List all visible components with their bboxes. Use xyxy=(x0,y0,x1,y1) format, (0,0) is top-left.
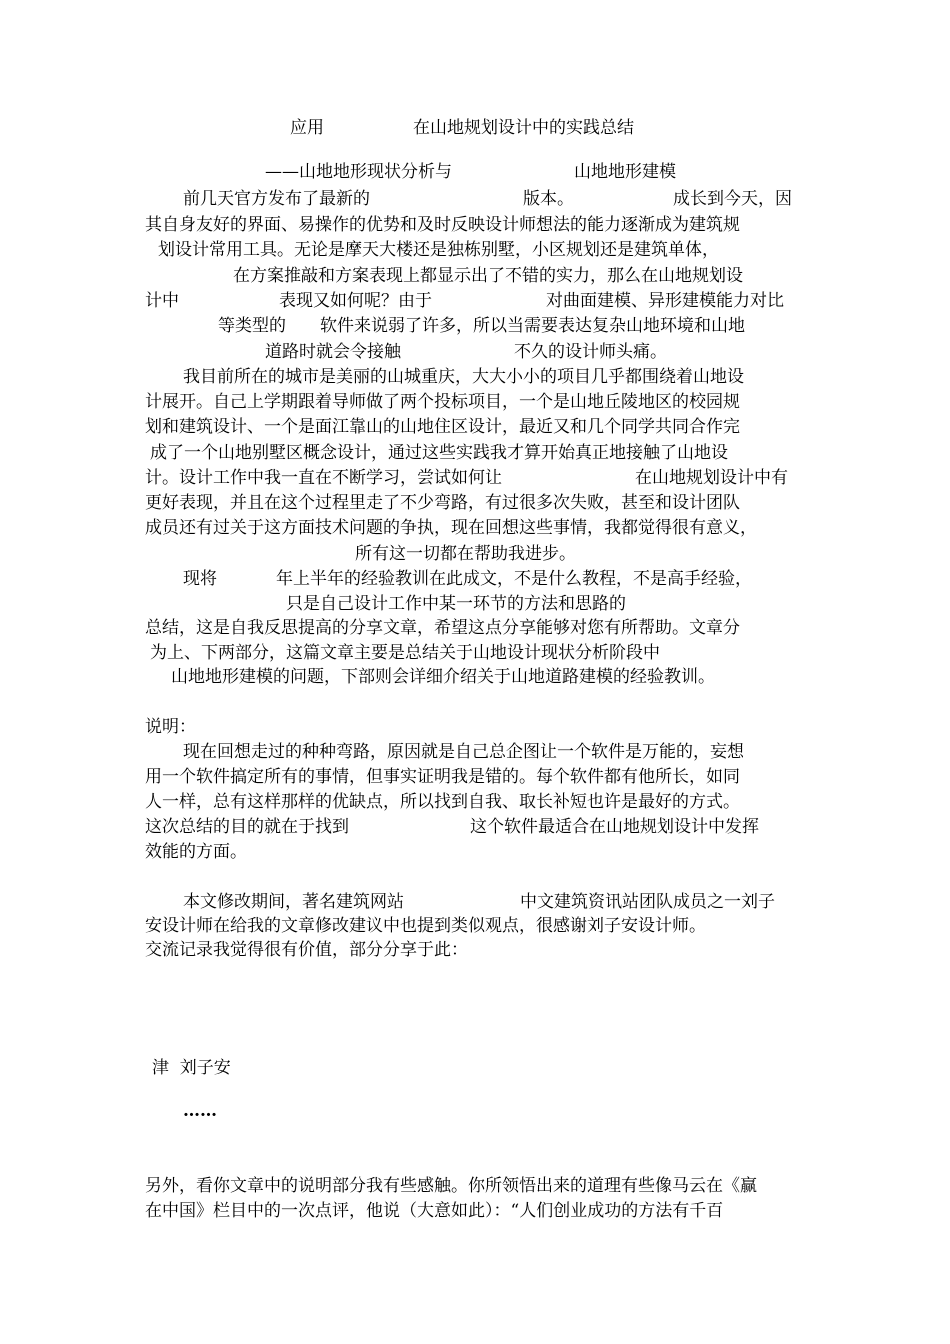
p2-line4: 成了一个山地别墅区概念设计，通过这些实践我才算开始真正地接触了山地设 xyxy=(150,443,728,463)
p4-line4-a: 这次总结的目的就在于找到 xyxy=(145,817,349,837)
p1-line1-a: 前几天官方发布了最新的 xyxy=(183,189,370,209)
p4-line3: 人一样，总有这样那样的优缺点，所以找到自我、取长补短也许是最好的方式。 xyxy=(145,792,740,812)
subtitle-part2: 山地地形建模 xyxy=(574,162,676,182)
p5-line3: 交流记录我觉得很有价值，部分分享于此： xyxy=(145,940,468,960)
p2-line8: 所有这一切都在帮助我进步。 xyxy=(355,544,576,564)
p2-line6: 更好表现，并且在这个过程里走了不少弯路，有过很多次失败，甚至和设计团队 xyxy=(145,493,740,513)
p2-line1: 我目前所在的城市是美丽的山城重庆，大大小小的项目几乎都围绕着山地设 xyxy=(183,367,744,387)
subtitle-part1: ——山地地形现状分析与 xyxy=(265,162,452,182)
p1-line5-c: 对曲面建模、异形建模能力对比 xyxy=(546,291,784,311)
p4-line4-b: 这个软件最适合在山地规划设计中发挥 xyxy=(470,817,759,837)
p1-line5-a: 计中 xyxy=(145,291,179,311)
p3-line1-a: 现将 xyxy=(183,569,217,589)
p3-line1-b: 年上半年的经验教训在此成文，不是什么教程，不是高手经验， xyxy=(276,569,752,589)
p6-line2: 在中国》栏目中的一次点评，他说（大意如此）：“人们创业成功的方法有千百 xyxy=(145,1201,724,1221)
p5-line1-a: 本文修改期间，著名建筑网站 xyxy=(183,892,404,912)
title-part1: 应用 xyxy=(290,118,324,138)
p1-line7-a: 道路时就会令接触 xyxy=(265,342,401,362)
p4-line2: 用一个软件搞定所有的事情，但事实证明我是错的。每个软件都有他所长，如同 xyxy=(145,767,740,787)
p3-line4: 为上、下两部分，这篇文章主要是总结关于山地设计现状分析阶段中 xyxy=(150,643,660,663)
p4-line5: 效能的方面。 xyxy=(145,842,247,862)
p2-line7: 成员还有过关于这方面技术问题的争执，现在回想这些事情，我都觉得很有意义， xyxy=(145,518,757,538)
p2-line5-a: 计。设计工作中我一直在不断学习，尝试如何让 xyxy=(145,468,502,488)
title-part2: 在山地规划设计中的实践总结 xyxy=(413,118,634,138)
p1-line3: 划设计常用工具。无论是摩天大楼还是独栋别墅，小区规划还是建筑单体， xyxy=(158,240,719,260)
p1-line6-a: 等类型的 xyxy=(218,316,286,336)
p1-line7-b: 不久的设计师头痛。 xyxy=(514,342,667,362)
p1-line6-b: 软件来说弱了许多，所以当需要表达复杂山地环境和山地 xyxy=(320,316,745,336)
p5-line1-b: 中文建筑资讯站团队成员之一刘子 xyxy=(520,892,775,912)
p2-line5-b: 在山地规划设计中有 xyxy=(635,468,788,488)
chat-name: 津 刘子安 xyxy=(152,1058,231,1078)
p1-line5-b: 表现又如何呢？由于 xyxy=(279,291,432,311)
p1-line4: 在方案推敲和方案表现上都显示出了不错的实力，那么在山地规划设 xyxy=(233,266,743,286)
p3-line5: 山地地形建模的问题，下部则会详细介绍关于山地道路建模的经验教训。 xyxy=(171,667,715,687)
p5-line2: 安设计师在给我的文章修改建议中也提到类似观点，很感谢刘子安设计师。 xyxy=(145,916,706,936)
p3-line3: 总结，这是自我反思提高的分享文章，希望这点分享能够对您有所帮助。文章分 xyxy=(145,618,740,638)
p6-line1: 另外，看你文章中的说明部分我有些感触。你所领悟出来的道理有些像马云在《赢 xyxy=(145,1176,757,1196)
p2-line3: 划和建筑设计、一个是面江靠山的山地住区设计，最近又和几个同学共同合作完 xyxy=(145,417,740,437)
p1-line2: 其自身友好的界面、易操作的优势和及时反映设计师想法的能力逐渐成为建筑规 xyxy=(145,215,740,235)
chat-ellipsis: …… xyxy=(183,1101,217,1121)
p1-line1-b: 版本。 xyxy=(523,189,574,209)
p2-line2: 计展开。自己上学期跟着导师做了两个投标项目，一个是山地丘陵地区的校园规 xyxy=(145,392,740,412)
note-heading: 说明： xyxy=(145,717,196,737)
p4-line1: 现在回想走过的种种弯路，原因就是自己总企图让一个软件是万能的，妄想 xyxy=(183,742,744,762)
p1-line1-c: 成长到今天，因 xyxy=(673,189,792,209)
p3-line2: 只是自己设计工作中某一环节的方法和思路的 xyxy=(286,594,626,614)
